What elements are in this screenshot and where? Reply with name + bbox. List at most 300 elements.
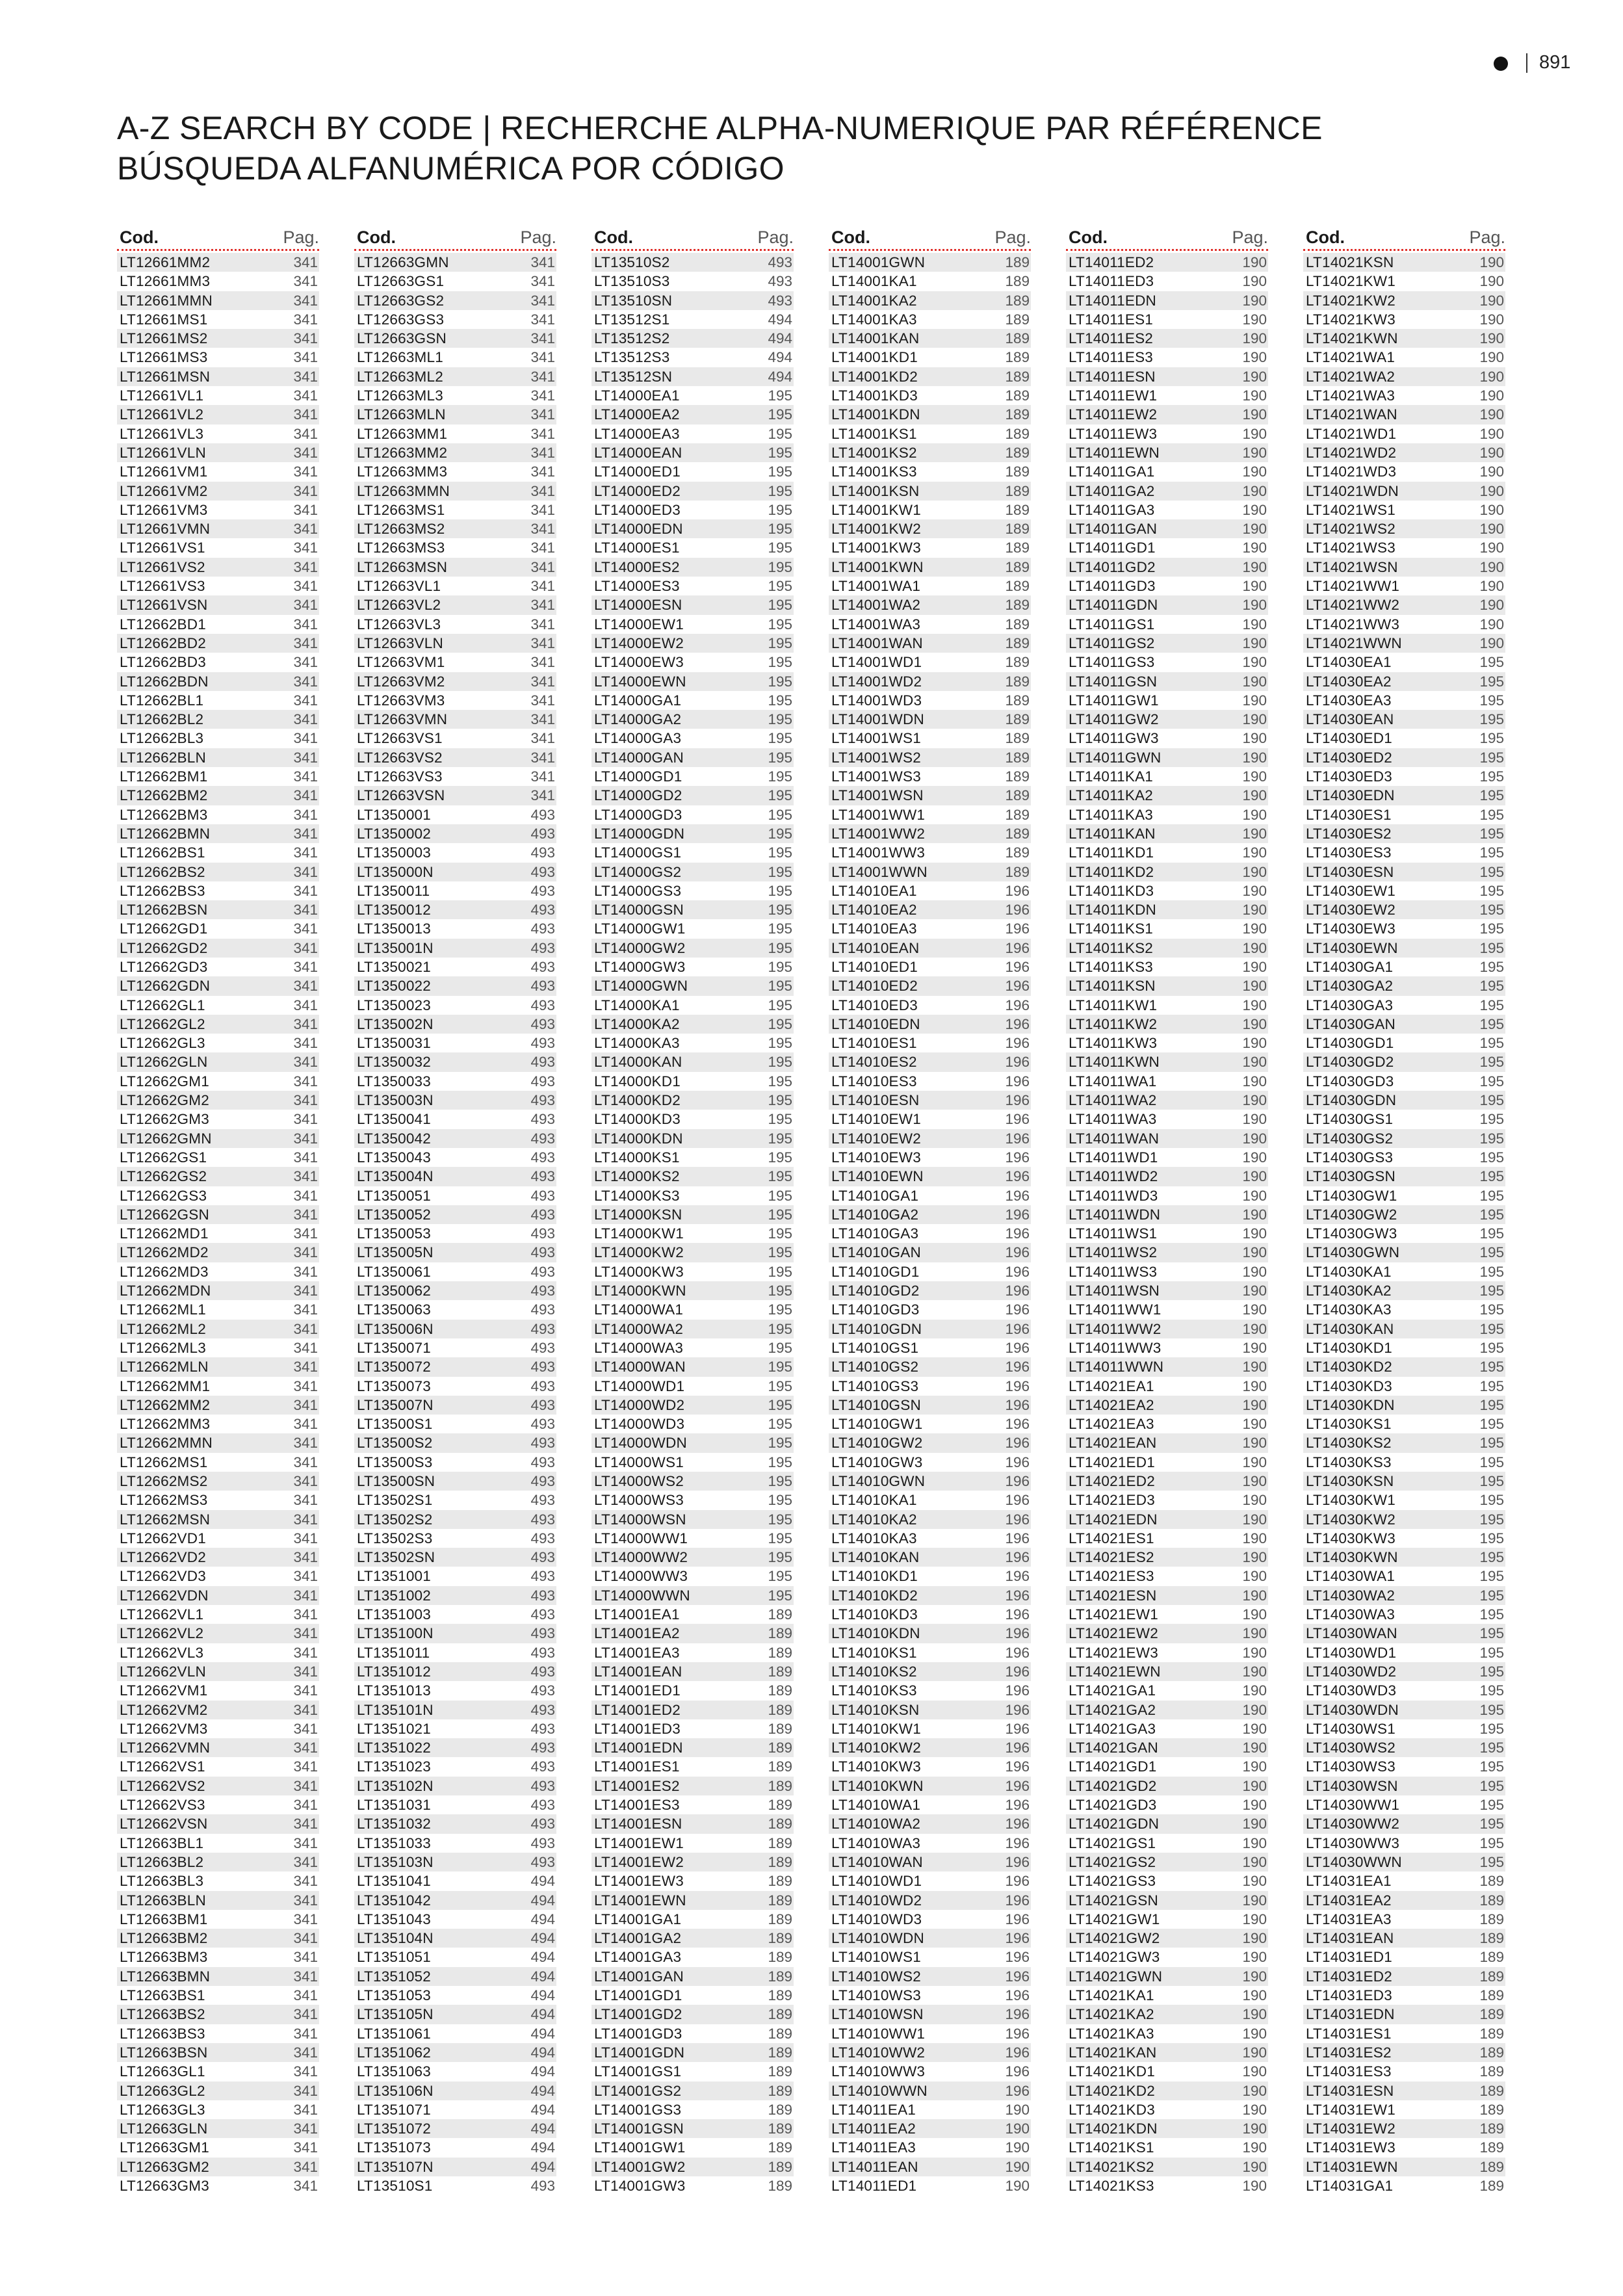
page-reference: 341	[530, 368, 555, 385]
product-code: LT14021WA3	[1306, 387, 1396, 404]
product-code: LT14010WD3	[831, 1911, 922, 1927]
page-reference: 341	[293, 2158, 318, 2175]
table-row	[354, 1262, 556, 1281]
product-code: LT14030KS2	[1306, 1435, 1392, 1452]
product-code: LT14011EW2	[1069, 406, 1158, 423]
page-reference: 341	[530, 406, 555, 423]
product-code: LT135107N	[357, 2158, 434, 2175]
table-row	[591, 443, 794, 462]
table-row	[117, 501, 319, 519]
page-reference: 341	[293, 1015, 318, 1032]
table-row	[1303, 1777, 1505, 1795]
page-reference: 341	[530, 787, 555, 804]
product-code: LT14000GW3	[594, 958, 686, 975]
product-code: LT14011KWN	[1069, 1054, 1160, 1071]
product-code: LT14001GDN	[594, 2044, 685, 2061]
product-code: LT14010GS3	[831, 1377, 919, 1394]
table-row	[829, 519, 1031, 538]
table-row	[591, 1910, 794, 1929]
product-code: LT14030EAN	[1306, 711, 1394, 728]
page-reference: 195	[1479, 844, 1504, 861]
page-reference: 190	[1242, 1568, 1267, 1585]
page-reference: 493	[530, 1206, 555, 1223]
product-code: LT14001WWN	[831, 863, 928, 880]
product-code: LT12662VLN	[120, 1663, 206, 1680]
table-row	[1066, 1415, 1268, 1433]
page-reference: 195	[768, 1549, 792, 1566]
table-row	[1066, 1052, 1268, 1071]
product-code: LT12662BL1	[120, 692, 204, 709]
page-reference: 341	[293, 1663, 318, 1680]
product-code: LT14001EW2	[594, 1853, 684, 1870]
table-row	[354, 1967, 556, 1986]
product-code: LT14000KW2	[594, 1244, 684, 1261]
table-row	[591, 2043, 794, 2062]
table-row	[354, 939, 556, 958]
product-code: LT14000GA3	[594, 730, 682, 747]
product-code: LT1351003	[357, 1606, 431, 1623]
table-row	[117, 996, 319, 1015]
page-reference: 341	[293, 597, 318, 614]
table-row	[354, 919, 556, 938]
table-row	[1303, 634, 1505, 653]
page-reference: 195	[1479, 806, 1504, 823]
table-row	[1066, 843, 1268, 862]
table-row	[591, 519, 794, 538]
product-code: LT14011WS2	[1069, 1244, 1158, 1261]
page-reference: 190	[1242, 1473, 1267, 1489]
page-reference: 190	[1242, 1359, 1267, 1376]
product-code: LT14011KW1	[1069, 997, 1158, 1013]
page-reference: 196	[1005, 2006, 1030, 2023]
table-row	[1303, 253, 1505, 272]
product-code: LT14010EW2	[831, 1130, 921, 1147]
product-code: LT14001KW1	[831, 501, 921, 518]
page-reference: 341	[530, 425, 555, 442]
product-code: LT14010GA1	[831, 1187, 919, 1204]
page-reference: 195	[1479, 692, 1504, 709]
product-code: LT1350001	[357, 806, 431, 823]
page-reference: 341	[293, 902, 318, 919]
product-code: LT14001GA2	[594, 1930, 682, 1947]
page-reference: 341	[293, 1797, 318, 1814]
page-reference: 195	[768, 482, 792, 499]
table-row	[829, 424, 1031, 443]
product-code: LT12663VM3	[357, 692, 445, 709]
table-row	[829, 577, 1031, 595]
product-code: LT14010WWN	[831, 2082, 928, 2099]
page-reference: 341	[293, 2101, 318, 2118]
product-code: LT14021WSN	[1306, 558, 1398, 575]
product-code: LT14030WD1	[1306, 1644, 1397, 1661]
table-row	[117, 863, 319, 881]
title-line-2: BÚSQUEDA ALFANUMÉRICA POR CÓDIGO	[117, 150, 785, 187]
page-reference: 190	[1242, 2025, 1267, 2042]
product-code: LT12662VM2	[120, 1701, 208, 1718]
product-code: LT14011WSN	[1069, 1283, 1160, 1299]
product-code: LT14030GW2	[1306, 1206, 1397, 1223]
product-code: LT12661VL1	[120, 387, 204, 404]
page-reference: 341	[293, 1092, 318, 1109]
product-code: LT14000KS2	[594, 1168, 680, 1185]
page-reference: 195	[1479, 768, 1504, 785]
product-code: LT14001WS3	[831, 768, 921, 785]
product-code: LT14011EDN	[1069, 292, 1156, 309]
column-header	[354, 228, 556, 251]
table-row	[1066, 2119, 1268, 2138]
product-code: LT1350063	[357, 1301, 431, 1318]
product-code: LT14000EDN	[594, 521, 683, 538]
product-code: LT135100N	[357, 1625, 434, 1642]
page-reference: 341	[293, 540, 318, 556]
page-reference: 341	[293, 2082, 318, 2099]
table-row	[829, 1605, 1031, 1624]
page-reference: 190	[1242, 939, 1267, 956]
product-code: LT14030GW1	[1306, 1187, 1397, 1204]
product-code: LT12663MM1	[357, 425, 448, 442]
product-code: LT14001KAN	[831, 330, 920, 347]
product-code: LT12662GSN	[120, 1206, 209, 1223]
page-reference: 341	[293, 920, 318, 937]
table-row	[1303, 1034, 1505, 1052]
page-reference: 195	[768, 825, 792, 842]
table-row	[1303, 1396, 1505, 1415]
table-row	[354, 1072, 556, 1091]
page-reference: 493	[530, 1416, 555, 1433]
product-code: LT14011KS2	[1069, 939, 1154, 956]
page-reference: 189	[768, 1701, 792, 1718]
table-row	[591, 1586, 794, 1605]
page-reference: 190	[1242, 1949, 1267, 1966]
table-row	[117, 2176, 319, 2195]
product-code: LT1350032	[357, 1054, 431, 1071]
table-row	[1303, 1795, 1505, 1814]
table-row	[829, 1624, 1031, 1643]
product-code: LT12663BMN	[120, 1968, 211, 1985]
page-reference: 493	[530, 958, 555, 975]
table-row	[1066, 1281, 1268, 1300]
page-reference: 190	[1005, 2120, 1030, 2137]
page-reference: 493	[530, 1225, 555, 1242]
page-reference: 341	[293, 863, 318, 880]
page-reference: 493	[768, 273, 792, 290]
page-reference: 189	[768, 2025, 792, 2042]
table-row	[117, 786, 319, 805]
product-code: LT1350002	[357, 825, 431, 842]
product-code: LT14011KD3	[1069, 882, 1154, 899]
table-row	[829, 996, 1031, 1015]
product-code: LT14010ED1	[831, 958, 918, 975]
index-column	[591, 228, 794, 2195]
table-row	[829, 462, 1031, 481]
product-code: LT14030ED1	[1306, 730, 1392, 747]
table-row	[354, 1834, 556, 1853]
product-code: LT14011WW3	[1069, 1339, 1162, 1356]
page-reference: 189	[1005, 692, 1030, 709]
product-code: LT14030KW3	[1306, 1530, 1396, 1546]
table-row	[829, 2176, 1031, 2195]
product-code: LT14030KD3	[1306, 1377, 1392, 1394]
product-code: LT1350071	[357, 1339, 431, 1356]
page-reference: 493	[530, 1797, 555, 1814]
page-reference: 341	[293, 1454, 318, 1470]
page-reference: 195	[768, 1111, 792, 1128]
table-row	[829, 710, 1031, 729]
page-reference: 494	[530, 2120, 555, 2137]
page-reference: 195	[1479, 1853, 1504, 1870]
product-code: LT12662BLN	[120, 749, 206, 766]
table-row	[117, 1433, 319, 1452]
product-code: LT1351042	[357, 1892, 431, 1909]
page-reference: 190	[1242, 311, 1267, 328]
table-row	[1066, 881, 1268, 900]
table-row	[117, 634, 319, 653]
table-row	[117, 1205, 319, 1224]
page-reference: 493	[530, 1682, 555, 1699]
table-row	[829, 786, 1031, 805]
page-reference: 190	[1242, 368, 1267, 385]
table-row	[1303, 653, 1505, 672]
page-reference: 190	[1242, 1853, 1267, 1870]
page-reference: 190	[1005, 2139, 1030, 2156]
product-code: LT14030WS1	[1306, 1720, 1396, 1737]
page-reference: 189	[1479, 2120, 1504, 2137]
product-code: LT14030GD2	[1306, 1054, 1394, 1071]
product-code: LT1351073	[357, 2139, 431, 2156]
page-reference: 341	[530, 730, 555, 747]
page-reference: 195	[1479, 1454, 1504, 1470]
page-reference: 341	[293, 1054, 318, 1071]
product-code: LT14011WA3	[1069, 1111, 1157, 1128]
page-reference: 341	[530, 634, 555, 651]
table-row	[354, 1034, 556, 1052]
table-row	[1066, 291, 1268, 310]
table-row	[1066, 634, 1268, 653]
product-code: LT14021GD1	[1069, 1758, 1157, 1775]
product-code: LT1351001	[357, 1568, 431, 1585]
product-code: LT1350012	[357, 902, 431, 919]
table-row	[117, 805, 319, 824]
page-reference: 195	[768, 616, 792, 633]
page-reference: 190	[1479, 387, 1504, 404]
table-row	[591, 253, 794, 272]
product-code: LT12661VS1	[120, 540, 205, 556]
table-row	[829, 367, 1031, 386]
table-row	[1303, 2005, 1505, 2024]
product-code: LT14001GA1	[594, 1911, 682, 1927]
product-code: LT14030KW2	[1306, 1511, 1396, 1528]
page-reference: 195	[768, 1263, 792, 1280]
table-row	[117, 1224, 319, 1243]
table-row	[1066, 1662, 1268, 1681]
product-code: LT14010KA1	[831, 1492, 917, 1509]
page-reference: 341	[530, 768, 555, 785]
product-code: LT14021ESN	[1069, 1587, 1157, 1604]
table-row	[117, 291, 319, 310]
table-row	[829, 2119, 1031, 2138]
page-reference: 341	[293, 1853, 318, 1870]
product-code: LT14000WWN	[594, 1587, 690, 1604]
page-reference: 341	[293, 1987, 318, 2004]
page-reference: 195	[1479, 1606, 1504, 1623]
page-title	[117, 108, 1547, 189]
table-row	[1303, 939, 1505, 958]
table-row	[1066, 1738, 1268, 1757]
table-row	[591, 1034, 794, 1052]
page-reference: 341	[293, 1320, 318, 1337]
page-reference: 341	[293, 711, 318, 728]
page-reference: 494	[768, 349, 792, 366]
table-row	[1303, 1738, 1505, 1757]
table-row	[829, 1320, 1031, 1338]
product-code: LT12662BS1	[120, 844, 205, 861]
page-header	[1462, 49, 1573, 75]
page-reference: 195	[768, 1568, 792, 1585]
table-row	[591, 710, 794, 729]
page-reference: 195	[768, 902, 792, 919]
table-row	[829, 691, 1031, 710]
bullet-icon	[1494, 57, 1508, 71]
page-reference: 341	[293, 349, 318, 366]
table-row	[354, 1396, 556, 1415]
table-row	[829, 1986, 1031, 2005]
product-code: LT12663ML1	[357, 349, 443, 366]
product-code: LT12661MSN	[120, 368, 211, 385]
product-code: LT14010KD2	[831, 1587, 918, 1604]
table-row	[1066, 1377, 1268, 1396]
table-row	[829, 1186, 1031, 1205]
table-row	[829, 958, 1031, 976]
product-code: LT14000KDN	[594, 1130, 683, 1147]
product-code: LT14021ES2	[1069, 1549, 1154, 1566]
page-reference: 189	[1005, 711, 1030, 728]
page-reference: 189	[768, 2044, 792, 2061]
table-row	[591, 405, 794, 424]
page-reference: 494	[530, 2139, 555, 2156]
header-divider	[1526, 53, 1527, 73]
page-reference: 341	[530, 749, 555, 766]
table-row	[1303, 1357, 1505, 1376]
page-reference: 341	[293, 1130, 318, 1147]
page-reference: 341	[293, 1816, 318, 1833]
product-code: LT14000GDN	[594, 825, 685, 842]
table-row	[354, 786, 556, 805]
page-reference: 190	[1242, 1377, 1267, 1394]
table-row	[354, 272, 556, 291]
table-row	[117, 2043, 319, 2062]
page-reference: 190	[1005, 2177, 1030, 2194]
table-row	[117, 2138, 319, 2157]
table-row	[591, 1129, 794, 1148]
product-code: LT14011WA1	[1069, 1073, 1157, 1089]
table-row	[829, 1224, 1031, 1243]
page-reference: 190	[1479, 406, 1504, 423]
page-reference: 189	[1479, 2139, 1504, 2156]
page-reference: 189	[768, 1853, 792, 1870]
product-code: LT14001KD2	[831, 368, 918, 385]
product-code: LT12662BM3	[120, 806, 208, 823]
page-reference: 341	[293, 330, 318, 347]
product-code: LT14001WD1	[831, 654, 922, 671]
product-code: LT12663BS3	[120, 2025, 205, 2042]
page-reference: 189	[768, 1834, 792, 1851]
page-reference: 195	[1479, 1797, 1504, 1814]
page-reference: 190	[1242, 1530, 1267, 1546]
page-reference: 195	[768, 1130, 792, 1147]
table-row	[829, 881, 1031, 900]
page-reference: 195	[1479, 1625, 1504, 1642]
product-code: LT14001ED3	[594, 1720, 681, 1737]
page-reference: 196	[1005, 1701, 1030, 1718]
table-row	[354, 1091, 556, 1110]
product-code: LT12663GLN	[120, 2120, 208, 2137]
table-row	[829, 1433, 1031, 1452]
page-reference: 195	[768, 387, 792, 404]
page-reference: 493	[530, 1130, 555, 1147]
product-code: LT12662MM3	[120, 1416, 211, 1433]
table-row	[354, 1624, 556, 1643]
page-reference: 196	[1005, 1473, 1030, 1489]
page-reference: 190	[1242, 692, 1267, 709]
product-code: LT12663GL3	[120, 2101, 205, 2118]
product-code: LT12663MS3	[357, 540, 445, 556]
product-code: LT14010EA3	[831, 920, 917, 937]
table-row	[1066, 1186, 1268, 1205]
product-code: LT14000WA3	[594, 1339, 684, 1356]
page-reference: 189	[1479, 2063, 1504, 2080]
product-code: LT14011WAN	[1069, 1130, 1160, 1147]
page-reference: 189	[1005, 863, 1030, 880]
page-reference: 195	[768, 558, 792, 575]
table-row	[354, 1167, 556, 1186]
page-reference: 196	[1005, 1797, 1030, 1814]
product-code: LT14011GW1	[1069, 692, 1159, 709]
table-row	[117, 843, 319, 862]
product-code: LT12662VL2	[120, 1625, 204, 1642]
table-row	[354, 1701, 556, 1719]
table-row	[1066, 2138, 1268, 2157]
page-reference: 195	[768, 425, 792, 442]
product-code: LT14000WW1	[594, 1530, 688, 1546]
product-code: LT14000GS2	[594, 863, 682, 880]
table-row	[117, 1091, 319, 1110]
product-code: LT14030EA1	[1306, 654, 1392, 671]
table-row	[1066, 2176, 1268, 2195]
table-row	[354, 748, 556, 767]
page-reference: 195	[1479, 1187, 1504, 1204]
product-code: LT12663GM1	[120, 2139, 209, 2156]
page-reference: 195	[1479, 1758, 1504, 1775]
product-code: LT14010WAN	[831, 1853, 923, 1870]
product-code: LT14001EA3	[594, 1644, 680, 1661]
product-code: LT1351063	[357, 2063, 431, 2080]
table-row	[1066, 2100, 1268, 2119]
product-code: LT14021GA1	[1069, 1682, 1156, 1699]
page-header-label: Pag.	[757, 228, 794, 247]
product-code: LT14011EW1	[1069, 387, 1158, 404]
product-code: LT14000EWN	[594, 673, 686, 690]
page-reference: 493	[530, 1473, 555, 1489]
page-reference: 190	[1242, 558, 1267, 575]
product-code: LT12661VM2	[120, 482, 208, 499]
product-code: LT12663VLN	[357, 634, 443, 651]
page-reference: 195	[1479, 1473, 1504, 1489]
table-row	[117, 405, 319, 424]
table-row	[1066, 996, 1268, 1015]
table-row	[829, 1872, 1031, 1890]
product-code: LT14021KW1	[1306, 273, 1396, 290]
product-code: LT14030KA1	[1306, 1263, 1392, 1280]
